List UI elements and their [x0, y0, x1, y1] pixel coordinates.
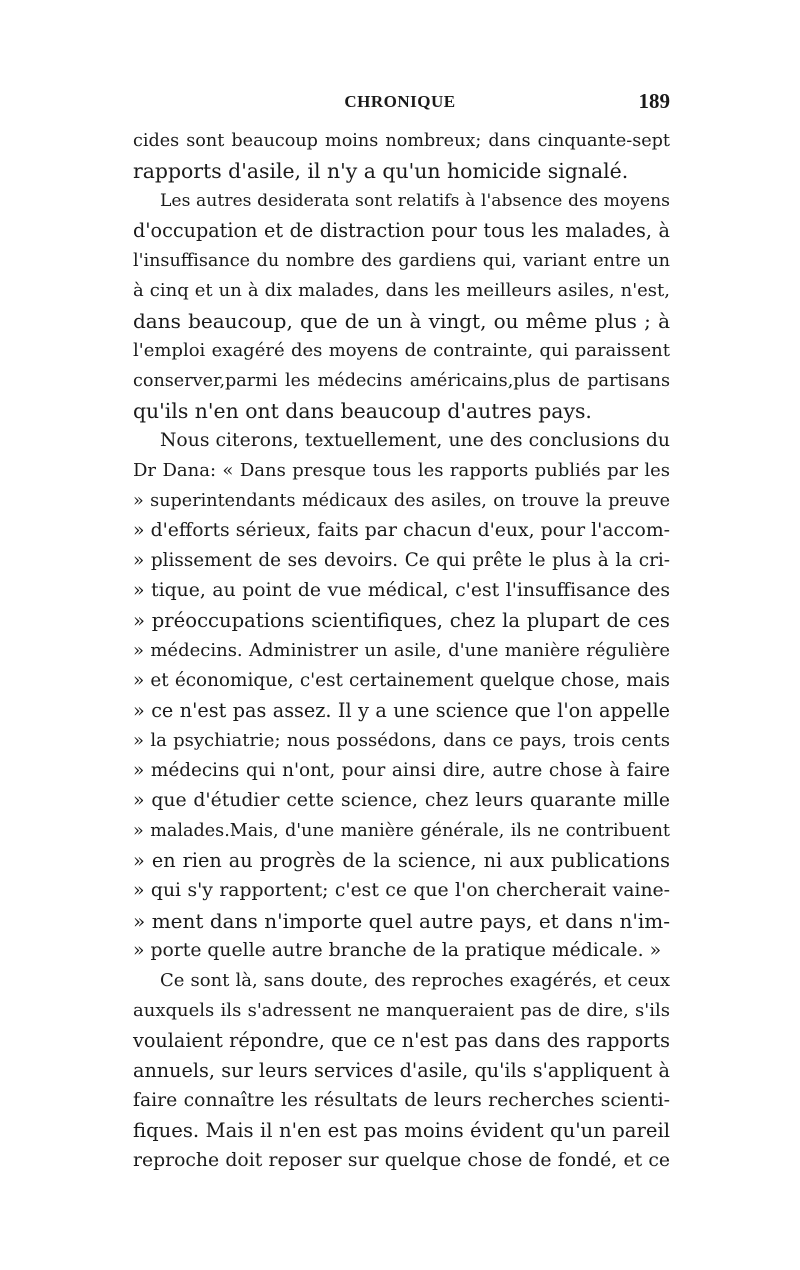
text-line: » d'efforts sérieux, faits par chacun d'eux, pour l'accom-: [133, 520, 670, 541]
text-line: Les autres desiderata sont relatifs à l'absence des moyens: [160, 191, 670, 211]
text-line: » tique, au point de vue médical, c'est l'insuffisance des: [133, 580, 670, 601]
text-line: cides sont beaucoup moins nombreux; dans cinquante-sept: [133, 131, 670, 151]
text-line: voulaient répondre, que ce n'est pas dans des rapports: [133, 1029, 670, 1052]
text-line: d'occupation et de distraction pour tous les malades, à: [133, 219, 670, 242]
text-line: fiques. Mais il n'en est pas moins évident qu'un pareil: [133, 1119, 670, 1142]
text-line: » que d'étudier cette science, chez leurs quarante mille: [133, 790, 670, 811]
text-line: » ment dans n'importe quel autre pays, et dans n'im-: [133, 909, 670, 933]
text-line: qu'ils n'en ont dans beaucoup d'autres pays.: [133, 399, 592, 423]
text-line: l'insuffisance du nombre des gardiens qui, variant entre un: [133, 251, 670, 271]
text-line: » médecins qui n'ont, pour ainsi dire, autre chose à faire: [133, 760, 670, 781]
text-line: » la psychiatrie; nous possédons, dans ce pays, trois cents: [133, 730, 670, 751]
text-line: faire connaître les résultats de leurs recherches scienti-: [133, 1090, 670, 1111]
text-line: » porte quelle autre branche de la pratique médicale. »: [133, 940, 662, 961]
text-line: » qui s'y rapportent; c'est ce que l'on chercherait vaine-: [133, 880, 670, 901]
text-line: » médecins. Administrer un asile, d'une manière régulière: [133, 640, 670, 661]
text-line: dans beaucoup, que de un à vingt, ou même plus ; à: [133, 309, 670, 333]
text-line: » préoccupations scientifiques, chez la plupart de ces: [133, 609, 670, 632]
text-line: » en rien au progrès de la science, ni aux publications: [133, 849, 670, 872]
text-line: à cinq et un à dix malades, dans les meilleurs asiles, n'est,: [133, 280, 670, 301]
text-line: l'emploi exagéré des moyens de contrainte, qui paraissent: [133, 340, 670, 361]
text-line: » plissement de ses devoirs. Ce qui prête le plus à la cri-: [133, 550, 670, 571]
text-line: rapports d'asile, il n'y a qu'un homicide signalé.: [133, 159, 629, 183]
running-title: CHRONIQUE: [344, 92, 456, 111]
page-number: 189: [638, 89, 670, 113]
text-line: annuels, sur leurs services d'asile, qu'ils s'appliquent à: [133, 1059, 670, 1082]
running-head: [130, 89, 670, 118]
text-line: » ce n'est pas assez. Il y a une science que l'on appelle: [133, 699, 670, 722]
text-line: reproche doit reposer sur quelque chose de fondé, et ce: [133, 1150, 670, 1171]
text-line: » et économique, c'est certainement quelque chose, mais: [133, 670, 670, 691]
text-line: conserver,parmi les médecins américains,plus de partisans: [133, 371, 670, 391]
text-line: » superintendants médicaux des asiles, on trouve la preuve: [133, 491, 670, 511]
text-line: Ce sont là, sans doute, des reproches exagérés, et ceux: [160, 970, 670, 991]
body-text: [133, 126, 670, 1176]
text-line: Nous citerons, textuellement, une des conclusions du: [160, 430, 670, 451]
text-line: Dr Dana: « Dans presque tous les rapports publiés par les: [133, 460, 670, 481]
text-line: auxquels ils s'adressent ne manqueraient pas de dire, s'ils: [133, 1000, 670, 1021]
text-line: » malades.Mais, d'une manière générale, ils ne contribuent: [133, 821, 670, 841]
